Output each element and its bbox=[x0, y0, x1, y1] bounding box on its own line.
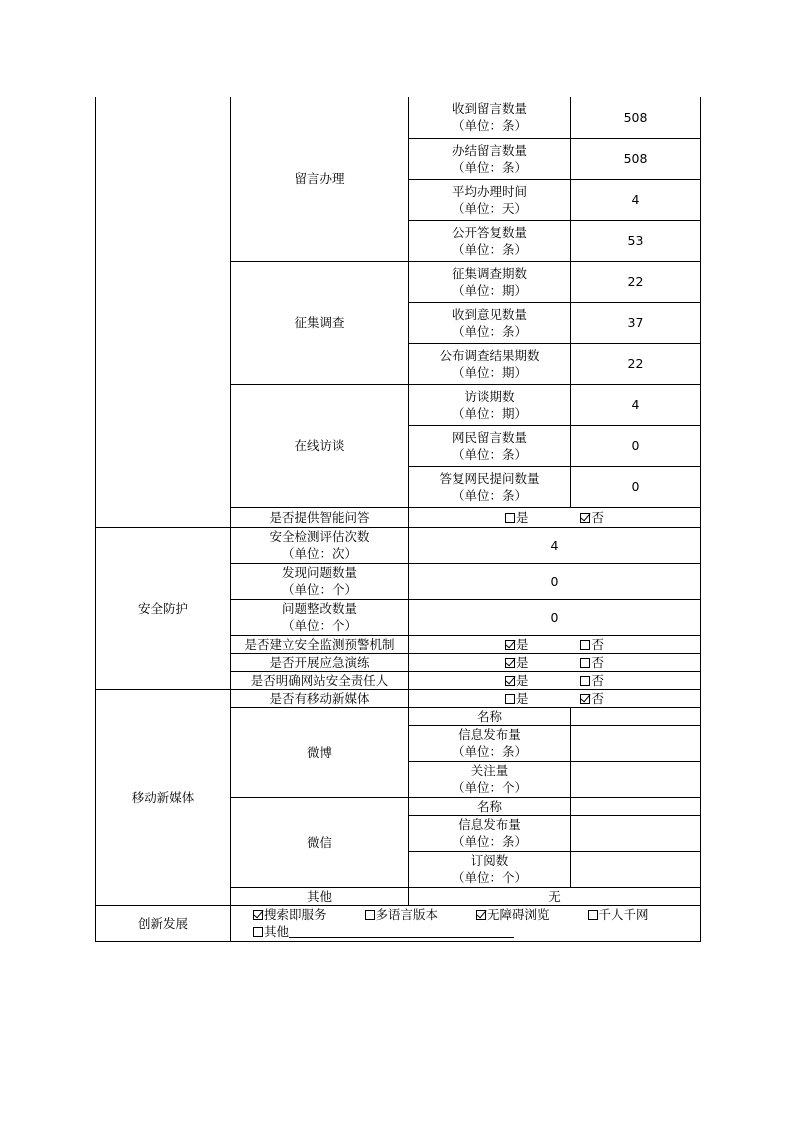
innovation-options bbox=[231, 905, 701, 941]
metric-value: 0 bbox=[409, 599, 701, 635]
yes-checkbox[interactable]: 是 bbox=[505, 636, 529, 653]
yes-checkbox[interactable]: 是 bbox=[505, 509, 529, 526]
metric-label: 名称 bbox=[409, 707, 571, 725]
has-mobile-label: 是否有移动新媒体 bbox=[231, 689, 409, 707]
security-check-options bbox=[409, 671, 701, 689]
metric-value: 22 bbox=[571, 261, 701, 302]
weibo-label: 微博 bbox=[231, 707, 409, 797]
metric-value: 4 bbox=[409, 527, 701, 563]
metric-value bbox=[571, 761, 701, 797]
security-check-options bbox=[409, 635, 701, 653]
accessibility-checkbox[interactable]: 无障碍浏览 bbox=[476, 906, 550, 923]
yes-checkbox[interactable]: 是 bbox=[505, 654, 529, 671]
metric-label: 收到留言数量 （单位：条） bbox=[409, 97, 571, 138]
no-checkbox[interactable]: 否 bbox=[580, 509, 604, 526]
survey-section-label: 征集调查 bbox=[231, 261, 409, 384]
no-checkbox[interactable]: 否 bbox=[580, 672, 604, 689]
other-innovation-checkbox[interactable]: 其他 bbox=[253, 923, 514, 940]
metric-label: 网民留言数量 （单位：条） bbox=[409, 425, 571, 466]
security-check-label: 是否明确网站安全责任人 bbox=[231, 671, 409, 689]
security-section-label: 安全防护 bbox=[96, 527, 231, 689]
metric-value: 0 bbox=[409, 563, 701, 599]
no-checkbox[interactable]: 否 bbox=[580, 690, 604, 707]
interview-section-label: 在线访谈 bbox=[231, 384, 409, 507]
metric-label: 信息发布量 （单位：条） bbox=[409, 815, 571, 851]
metric-label: 办结留言数量 （单位：条） bbox=[409, 138, 571, 179]
multilingual-checkbox[interactable]: 多语言版本 bbox=[365, 906, 439, 923]
mobile-section-label: 移动新媒体 bbox=[96, 689, 231, 905]
metric-value: 53 bbox=[571, 220, 701, 261]
security-check-label: 是否开展应急演练 bbox=[231, 653, 409, 671]
metric-value: 4 bbox=[571, 384, 701, 425]
wechat-label: 微信 bbox=[231, 797, 409, 887]
metric-value: 0 bbox=[571, 425, 701, 466]
metric-label: 发现问题数量 （单位：个） bbox=[231, 563, 409, 599]
metric-label: 问题整改数量 （单位：个） bbox=[231, 599, 409, 635]
metric-label: 答复网民提问数量 （单位：条） bbox=[409, 466, 571, 507]
metric-label: 安全检测评估次数 （单位：次） bbox=[231, 527, 409, 563]
has-mobile-options bbox=[409, 689, 701, 707]
security-check-label: 是否建立安全监测预警机制 bbox=[231, 635, 409, 653]
smart-qa-label: 是否提供智能问答 bbox=[231, 507, 409, 527]
metric-value bbox=[571, 797, 701, 815]
innovation-section-label: 创新发展 bbox=[96, 905, 231, 941]
other-innovation-field[interactable] bbox=[289, 925, 514, 938]
metric-label: 访谈期数 （单位：期） bbox=[409, 384, 571, 425]
metric-value: 508 bbox=[571, 138, 701, 179]
metric-value: 508 bbox=[571, 97, 701, 138]
search-service-checkbox[interactable]: 搜索即服务 bbox=[253, 906, 327, 923]
metric-value bbox=[571, 851, 701, 887]
metric-value: 37 bbox=[571, 302, 701, 343]
blank-section-cell bbox=[96, 97, 231, 527]
no-checkbox[interactable]: 否 bbox=[580, 636, 604, 653]
metric-label: 关注量 （单位：个） bbox=[409, 761, 571, 797]
metric-value bbox=[571, 815, 701, 851]
metric-label: 收到意见数量 （单位：条） bbox=[409, 302, 571, 343]
yes-checkbox[interactable]: 是 bbox=[505, 672, 529, 689]
metric-value bbox=[571, 725, 701, 761]
website-statistics-table bbox=[95, 97, 701, 942]
metric-label: 订阅数 （单位：个） bbox=[409, 851, 571, 887]
metric-value: 4 bbox=[571, 179, 701, 220]
metric-label: 名称 bbox=[409, 797, 571, 815]
metric-value bbox=[571, 707, 701, 725]
metric-value: 0 bbox=[571, 466, 701, 507]
metric-label: 征集调查期数 （单位：期） bbox=[409, 261, 571, 302]
no-checkbox[interactable]: 否 bbox=[580, 654, 604, 671]
other-media-value: 无 bbox=[409, 887, 701, 905]
metric-label: 公开答复数量 （单位：条） bbox=[409, 220, 571, 261]
other-media-label: 其他 bbox=[231, 887, 409, 905]
security-check-options bbox=[409, 653, 701, 671]
metric-label: 公布调查结果期数 （单位：期） bbox=[409, 343, 571, 384]
personalized-checkbox[interactable]: 千人千网 bbox=[588, 906, 649, 923]
metric-label: 平均办理时间 （单位：天） bbox=[409, 179, 571, 220]
metric-value: 22 bbox=[571, 343, 701, 384]
yes-checkbox[interactable]: 是 bbox=[505, 690, 529, 707]
metric-label: 信息发布量 （单位：条） bbox=[409, 725, 571, 761]
message-section-label: 留言办理 bbox=[231, 97, 409, 261]
smart-qa-options bbox=[409, 507, 701, 527]
